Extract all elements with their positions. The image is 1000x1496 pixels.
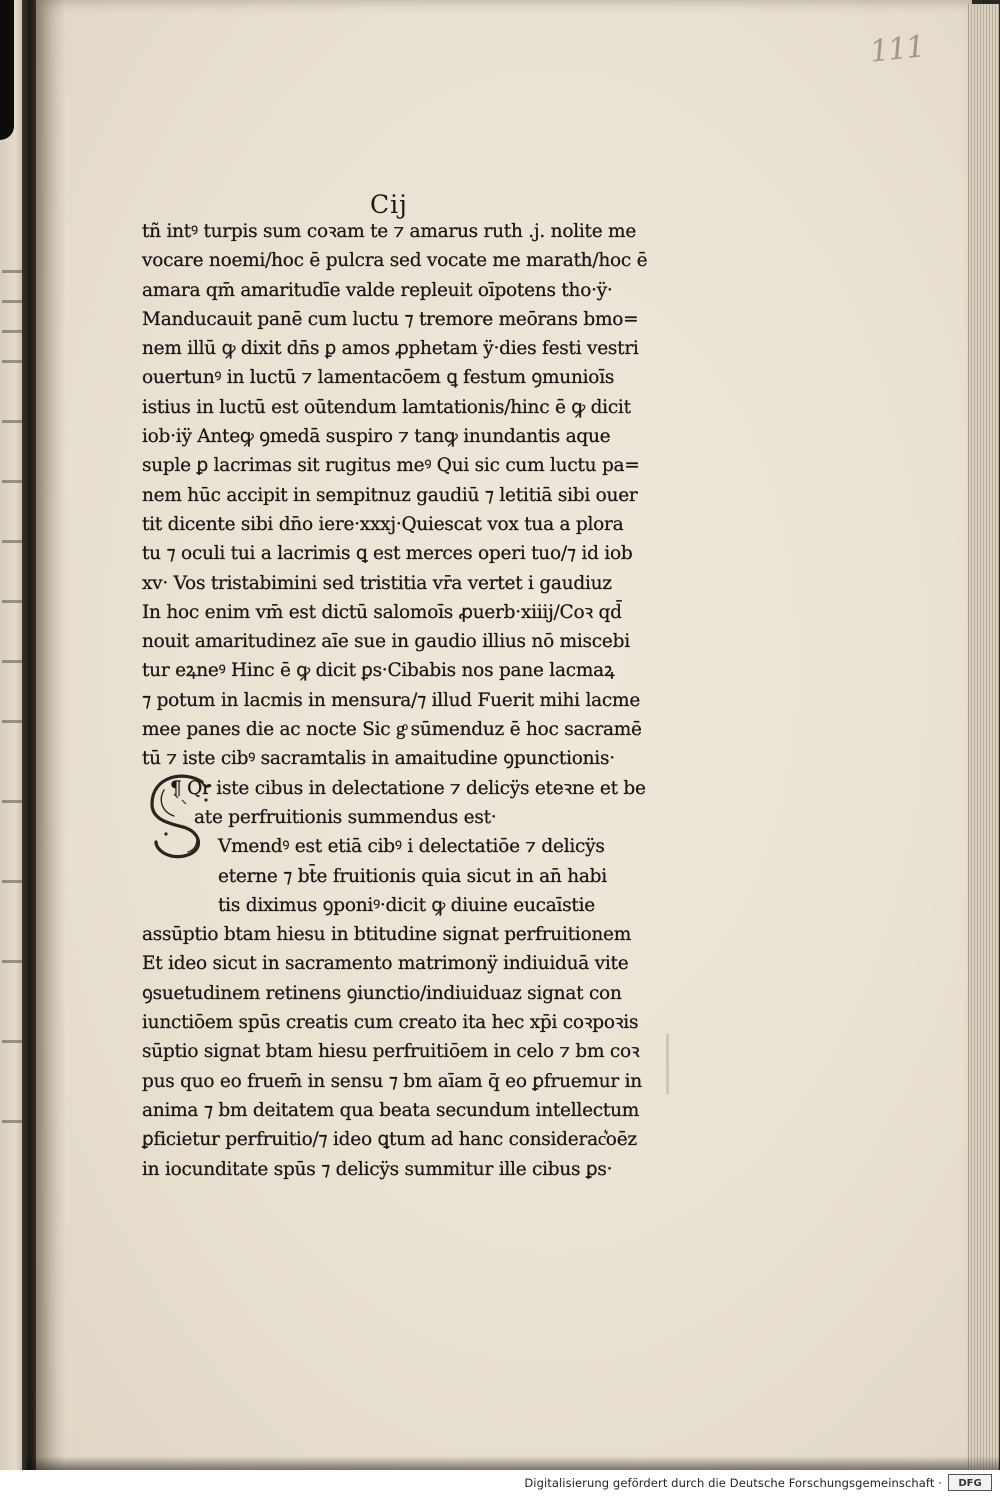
funding-credit: Digitalisierung gefördert durch die Deutsche Forschungsgemeinschaft · — [524, 1476, 942, 1490]
text-line: xv· Vos tristabimini sed tristitia vr̄a vertet i gaudiuz — [142, 572, 612, 594]
binding-cover-corner — [0, 0, 14, 140]
text-line: eterne ⁊ bt̄e fruitionis quia sicut in an̄ habi — [218, 865, 607, 887]
bleed-through-mark — [2, 600, 24, 603]
text-line: ⁊ potum in lacmis in mensura/⁊ illud Fuerit mihi lacme — [142, 689, 641, 711]
text-line: in iocunditate spūs ⁊ delicÿs summitur ille cibus ꝑs· — [142, 1158, 613, 1180]
text-line: amara qm̄ amaritudīe valde repleuit oīpotens tho·ÿ· — [142, 279, 613, 301]
footer-strip — [0, 1470, 1000, 1496]
text-line: suple ꝑ lacrimas sit rugitus meꝰ Qui sic cum luctu pa= — [142, 455, 640, 477]
text-line: nem illū ꝙ dixit dn̄s ꝑ amos ꝓphetam ÿ·dies festi vestri — [142, 338, 639, 360]
text-line: In hoc enim vm̄ est dictū salomoīs ꝓuerb·xiiij/Coꝛ qd̄ — [142, 601, 622, 623]
bleed-through-mark — [2, 880, 24, 883]
text-line: vocare noemi/hoc ē pulcra sed vocate me marath/hoc ē — [142, 250, 648, 272]
text-line: nem hūc accipit in sempitnuz gaudiū ⁊ letitiā sibi ouer — [142, 484, 638, 506]
bleed-through-mark — [2, 960, 24, 963]
bleed-through-mark — [2, 660, 24, 663]
text-line: ꝑficietur perfruitio/⁊ ideo ꝗtum ad hanc considerac͛oēz — [142, 1129, 637, 1151]
text-line: istius in luctū est oūtendum lamtationis/hinc ē ꝙ dicit — [142, 396, 631, 418]
bleed-through-mark — [2, 1040, 24, 1043]
text-line: Et ideo sicut in sacramento matrimonÿ indiuiduā vite — [142, 953, 629, 975]
text-line: tū ⁊ iste cibꝰ sacramtalis in amaitudine ꝯpunctionis· — [142, 748, 615, 770]
pencil-folio-number: 111 — [868, 29, 926, 70]
text-line: pus quo eo fruem̄ in sensu ⁊ bm aīam q̄ eo ꝑfruemur in — [142, 1070, 642, 1092]
text-line: ouertunꝰ in luctū ⁊ lamentacōem ꝗ festum ꝯmunioīs — [142, 367, 615, 389]
bleed-through-mark — [2, 270, 24, 273]
text-line: tit dicente sibi dn̄o iere·xxxj·Quiescat vox tua a plora — [142, 513, 624, 535]
section-heading-line: ate perfruitionis summendus est· — [194, 806, 497, 828]
text-column — [142, 217, 672, 1184]
text-line: iob·iÿ Anteꝙ ꝯmedā suspiro ⁊ tanꝙ inundantis aque — [142, 426, 611, 448]
bleed-through-mark — [2, 480, 24, 483]
section-heading-line: ¶ Qr iste cibus in delectatione ⁊ delicÿs eteꝛne et be — [170, 777, 646, 799]
text-line: ꝯsuetudinem retinens ꝯiunctio/indiuiduaz signat con — [142, 982, 622, 1004]
gutter-shadow — [36, 0, 66, 1470]
text-line: iunctiōem spūs creatis cum creato ita hec xp̄i coꝛpoꝛis — [142, 1012, 639, 1034]
text-line: Vmendꝰ est etiā cibꝰ i delectatiōe ⁊ delicÿs — [218, 836, 605, 858]
bleed-through-mark — [2, 420, 24, 423]
stacked-page-edges — [968, 4, 999, 1470]
text-line: anima ⁊ bm deitatem qua beata secundum intellectum — [142, 1099, 640, 1121]
bleed-through-mark — [2, 360, 24, 363]
dfg-logo: DFG — [948, 1474, 992, 1491]
text-line: mee panes die ac nocte Sic gͦ sūmenduz ē hoc sacramē — [142, 719, 642, 741]
text-line: tur eꝝneꝰ Hinc ē ꝙ dicit ꝑs·Cibabis nos pane lacmaꝝ — [142, 660, 615, 682]
text-line: tu ⁊ oculi tui a lacrimis ꝗ est merces operi tuo/⁊ id iob — [142, 543, 633, 565]
text-line: tis diximus ꝯponiꝰ·dicit ꝙ diuine eucaīstie — [218, 894, 595, 916]
text-line: tñ intꝰ turpis sum coꝛam te ⁊ amarus ruth .j. nolite me — [142, 221, 637, 242]
bleed-through-mark — [2, 1120, 24, 1123]
text-line: assūptio btam hiesu in btitudine signat perfruitionem — [142, 924, 632, 946]
bleed-through-mark — [2, 720, 24, 723]
bleed-through-mark — [2, 540, 24, 543]
bleed-through-mark — [2, 300, 24, 303]
bleed-through-mark — [2, 800, 24, 803]
text-line: Manducauit panē cum luctu ⁊ tremore meōrans bmo= — [142, 308, 639, 330]
text-line: sūptio signat btam hiesu perfruitiōem in celo ⁊ bm coꝛ — [142, 1041, 640, 1063]
bleed-through-mark — [2, 330, 24, 333]
text-line: nouit amaritudinez aīe sue in gaudio illius nō miscebi — [142, 631, 630, 653]
signature-mark: Cij — [370, 190, 408, 219]
